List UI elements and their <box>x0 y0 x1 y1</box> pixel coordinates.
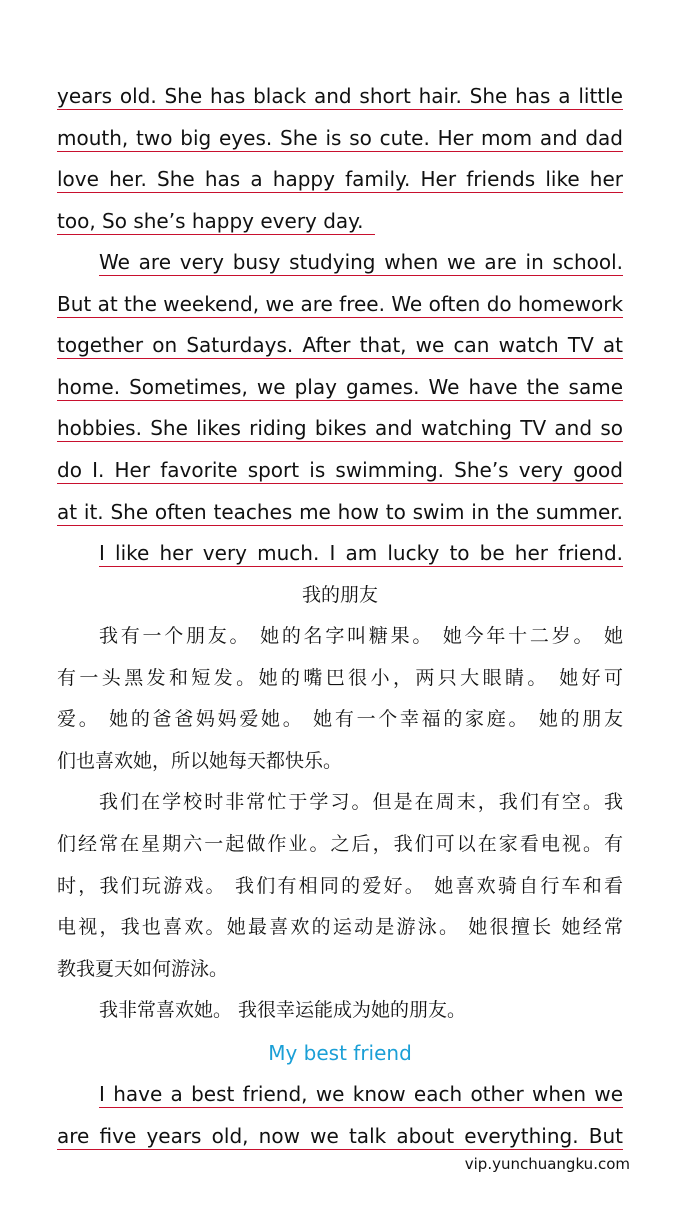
essay-line: are five years old, now we talk about everything. But <box>57 1121 623 1150</box>
translation-line: 教我夏天如何游泳。 <box>57 958 229 980</box>
essay-line: I have a best friend, we know each other when we <box>99 1079 623 1108</box>
translation-line: 们也喜欢她，所以她每天都快乐。 <box>57 750 343 772</box>
translation-line: 爱。 她的爸爸妈妈爱她。 她有一个幸福的家庭。 她的朋友 <box>57 708 623 730</box>
essay-title: My best friend <box>268 1041 412 1065</box>
translation-line: 时，我们玩游戏。 我们有相同的爱好。 她喜欢骑自行车和看 <box>57 875 623 897</box>
translation-line: 我们在学校时非常忙于学习。但是在周末，我们有空。我 <box>99 791 623 813</box>
essay-line: years old. She has black and short hair. She has a little <box>57 81 623 110</box>
essay-line: home. Sometimes, we play games. We have the same <box>57 372 623 401</box>
essay-line: But at the weekend, we are free. We often do homework <box>57 289 623 318</box>
translation-line: 我非常喜欢她。 我很幸运能成为她的朋友。 <box>99 999 467 1021</box>
essay-line: do I. Her favorite sport is swimming. She’s very good <box>57 455 623 484</box>
translation-line: 我有一个朋友。 她的名字叫糖果。 她今年十二岁。 她 <box>99 625 623 647</box>
translation-line: 们经常在星期六一起做作业。之后，我们可以在家看电视。有 <box>57 833 623 855</box>
watermark-text: vip.yunchuangku.com <box>464 1155 630 1173</box>
essay-line: together on Saturdays. After that, we can watch TV at <box>57 330 623 359</box>
essay-line: mouth, two big eyes. She is so cute. Her mom and dad <box>57 123 623 152</box>
essay-line: I like her very much. I am lucky to be her friend. <box>99 538 623 567</box>
chinese-title: 我的朋友 <box>301 584 378 606</box>
essay-line: We are very busy studying when we are in school. <box>99 247 623 276</box>
essay-line: at it. She often teaches me how to swim in the summer. <box>57 497 623 526</box>
translation-line: 有一头黑发和短发。她的嘴巴很小，两只大眼睛。 她好可 <box>57 667 623 689</box>
translation-line: 电视，我也喜欢。她最喜欢的运动是游泳。 她很擅长 她经常 <box>57 916 623 938</box>
essay-line: too, So she’s happy every day. <box>57 206 375 235</box>
essay-line: hobbies. She likes riding bikes and watching TV and so <box>57 413 623 442</box>
essay-line: love her. She has a happy family. Her friends like her <box>57 164 623 193</box>
